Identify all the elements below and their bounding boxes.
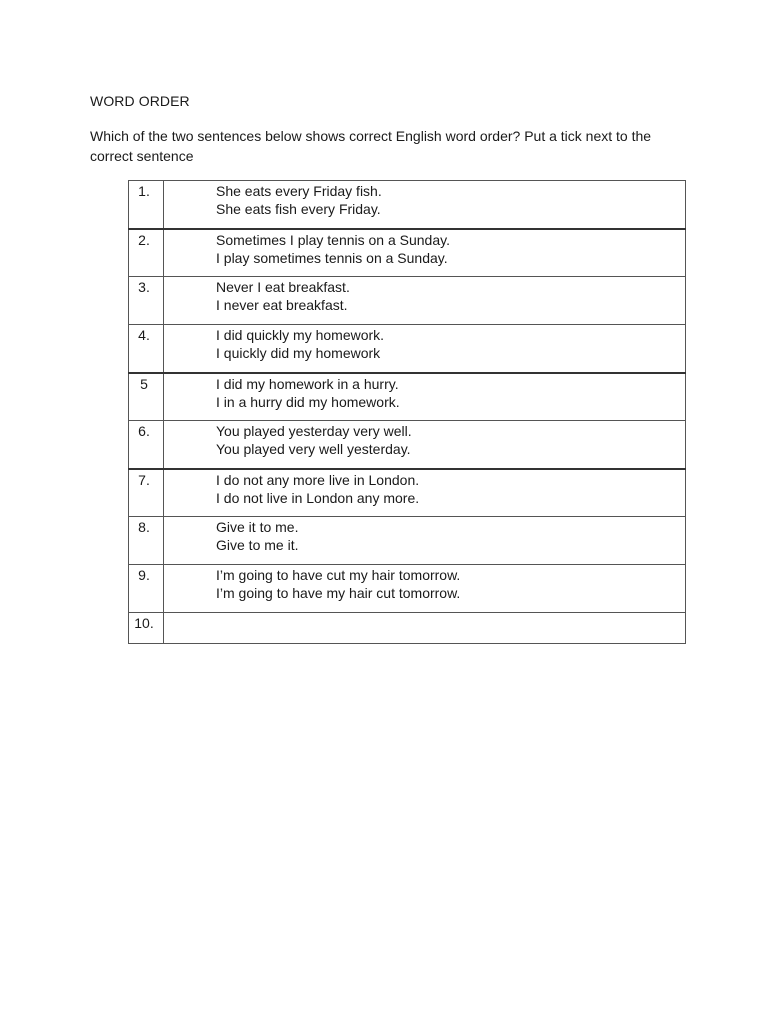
item-number-cell — [129, 277, 164, 325]
sentence-option-b: I’m going to have my hair cut tomorrow. — [216, 585, 461, 601]
sentence-option-b: She eats fish every Friday. — [216, 201, 381, 217]
sentence-option-b: I do not live in London any more. — [216, 489, 420, 506]
item-number-cell — [129, 181, 164, 229]
table-row — [129, 565, 686, 613]
sentence-cell — [164, 517, 686, 565]
sentence-option-a: I do not any more live in London. — [216, 471, 420, 488]
sentence-option-b: I quickly did my homework — [216, 345, 381, 361]
sentence-option-b: You played very well yesterday. — [216, 441, 411, 457]
sentence-option-b: I play sometimes tennis on a Sunday. — [216, 249, 448, 266]
item-number: 2. — [138, 231, 150, 248]
item-number: 3. — [138, 279, 150, 295]
sentence-cell — [164, 229, 686, 277]
item-number: 6. — [138, 423, 150, 439]
sentence-cell — [164, 325, 686, 373]
sentence-option-a: Never I eat breakfast. — [216, 279, 350, 295]
table-row — [129, 373, 686, 421]
sentence-option-a: Sometimes I play tennis on a Sunday. — [216, 231, 450, 248]
worksheet-title: WORD ORDER — [90, 93, 190, 109]
item-number-cell — [129, 565, 164, 613]
sentence-cell — [164, 469, 686, 517]
item-number-cell — [129, 517, 164, 565]
instructions-text: Which of the two sentences below shows correct English word order? Put a tick next to the correct sentence — [90, 128, 652, 164]
sentence-option-a: I did my homework in a hurry. — [216, 375, 399, 392]
item-number-cell — [129, 613, 164, 644]
word-order-table — [128, 180, 686, 644]
sentence-option-a: I did quickly my homework. — [216, 327, 385, 343]
sentence-cell — [164, 181, 686, 229]
item-number: 8. — [138, 519, 150, 535]
table-row — [129, 469, 686, 517]
sentence-cell — [164, 373, 686, 421]
sentence-cell — [164, 565, 686, 613]
sentence-option-a: She eats every Friday fish. — [216, 183, 382, 199]
sentence-option-a: I’m going to have cut my hair tomorrow. — [216, 567, 461, 583]
table-row — [129, 517, 686, 565]
sentence-cell — [164, 613, 686, 644]
item-number-cell — [129, 469, 164, 517]
item-number: 1. — [138, 183, 150, 199]
sentence-cell — [164, 277, 686, 325]
table-row — [129, 229, 686, 277]
item-number: 4. — [138, 327, 150, 343]
table-row — [129, 277, 686, 325]
item-number: 10. — [134, 615, 154, 631]
item-number: 5 — [140, 375, 148, 392]
sentence-option-b: Give to me it. — [216, 537, 299, 553]
item-number: 9. — [138, 567, 150, 583]
sentence-option-b: I in a hurry did my homework. — [216, 393, 400, 410]
table-row — [129, 181, 686, 229]
sentence-option-a: Give it to me. — [216, 519, 299, 535]
sentence-cell — [164, 421, 686, 469]
item-number-cell — [129, 325, 164, 373]
table-row — [129, 613, 686, 644]
item-number-cell — [129, 229, 164, 277]
sentence-option-b: I never eat breakfast. — [216, 297, 348, 313]
table-row — [129, 325, 686, 373]
item-number-cell — [129, 421, 164, 469]
sentence-option-a: You played yesterday very well. — [216, 423, 412, 439]
item-number: 7. — [138, 471, 150, 488]
table-row — [129, 421, 686, 469]
item-number-cell — [129, 373, 164, 421]
